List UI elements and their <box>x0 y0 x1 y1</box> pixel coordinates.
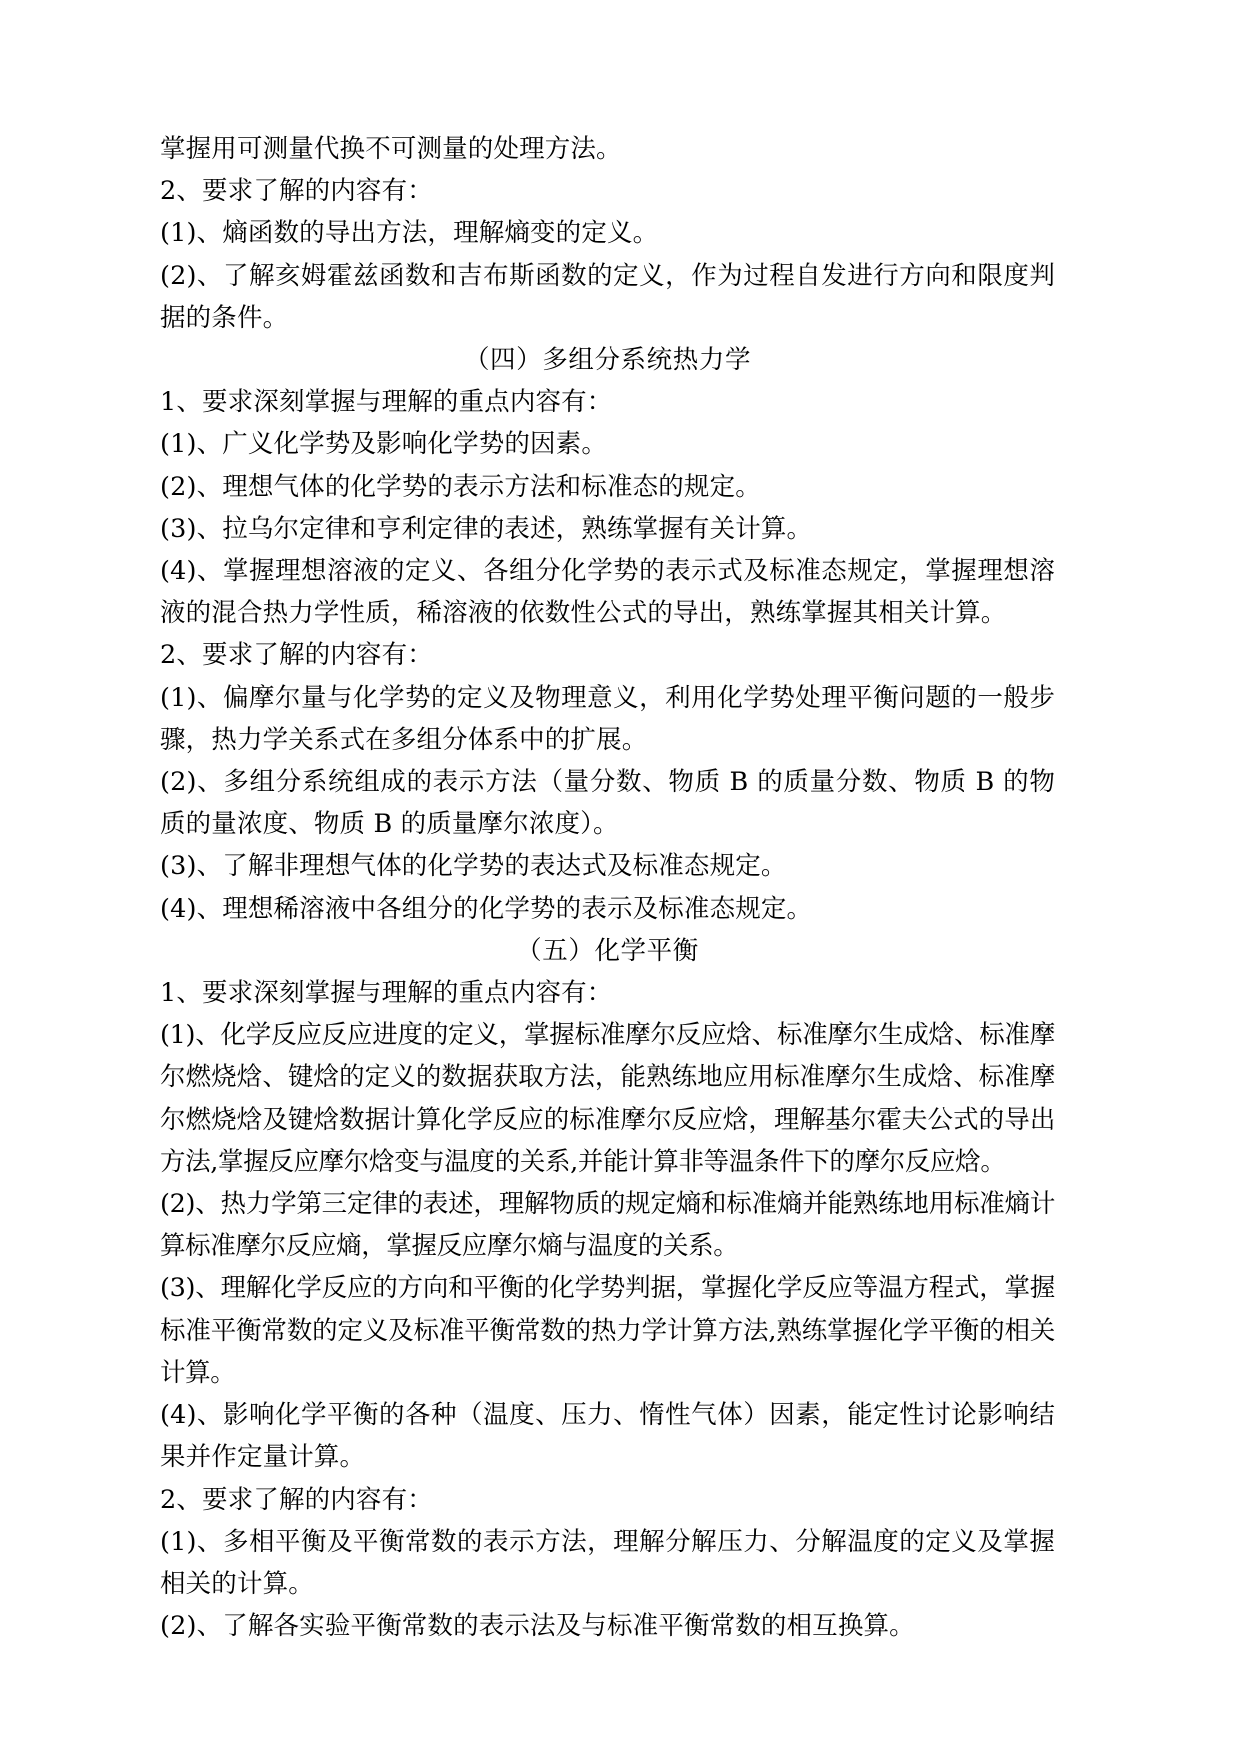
paragraph-line: (1)、化学反应反应进度的定义，掌握标准摩尔反应焓、标准摩尔生成焓、标准摩尔燃烧焓、键焓的定义的数据获取方法，能熟练地应用标准摩尔生成焓、标准摩尔燃烧焓及键焓数据计算化学反应的标准摩尔反应焓，理解基尔霍夫公式的导出方法,掌握反应摩尔焓变与温度的关系,并能计算非等温条件下的摩尔反应焓。 <box>160 1020 1055 1177</box>
paragraph-line: (4)、理想稀溶液中各组分的化学势的表示及标准态规定。 <box>160 893 813 924</box>
paragraph-line: (2)、了解各实验平衡常数的表示法及与标准平衡常数的相互换算。 <box>160 1611 915 1642</box>
paragraph-line: (1)、多相平衡及平衡常数的表示方法，理解分解压力、分解温度的定义及掌握相关的计算。 <box>160 1526 1055 1599</box>
paragraph-line: (1)、偏摩尔量与化学势的定义及物理意义，利用化学势处理平衡问题的一般步骤，热力学关系式在多组分体系中的扩展。 <box>160 682 1055 755</box>
paragraph-line: 掌握用可测量代换不可测量的处理方法。 <box>160 134 622 164</box>
paragraph-line: (2)、了解亥姆霍兹函数和吉布斯函数的定义，作为过程自发进行方向和限度判据的条件。 <box>160 260 1055 333</box>
paragraph-line: 2、要求了解的内容有： <box>160 1484 433 1515</box>
paragraph-line: 2、要求了解的内容有： <box>160 640 433 671</box>
paragraph-line: (1)、熵函数的导出方法，理解熵变的定义。 <box>160 218 659 249</box>
paragraph-line: (3)、理解化学反应的方向和平衡的化学势判据，掌握化学反应等温方程式，掌握标准平衡常数的定义及标准平衡常数的热力学计算方法,熟练掌握化学平衡的相关计算。 <box>160 1273 1055 1388</box>
paragraph-line: (3)、了解非理想气体的化学势的表达式及标准态规定。 <box>160 851 787 882</box>
paragraph-line: (4)、掌握理想溶液的定义、各组分化学势的表示式及标准态规定，掌握理想溶液的混合热力学性质，稀溶液的依数性公式的导出，熟练掌握其相关计算。 <box>160 556 1055 629</box>
paragraph-line: 2、要求了解的内容有： <box>160 176 433 207</box>
paragraph-line: 1、要求深刻掌握与理解的重点内容有： <box>160 387 613 418</box>
paragraph-line: (1)、广义化学势及影响化学势的因素。 <box>160 429 607 460</box>
section-heading: （五）化学平衡 <box>516 935 699 966</box>
paragraph-line: (3)、拉乌尔定律和亨利定律的表述，熟练掌握有关计算。 <box>160 513 813 544</box>
document-body <box>160 128 1055 1647</box>
paragraph-line: (2)、热力学第三定律的表述，理解物质的规定熵和标准熵并能熟练地用标准熵计算标准摩尔反应熵，掌握反应摩尔熵与温度的关系。 <box>160 1189 1055 1262</box>
paragraph-line: (4)、影响化学平衡的各种（温度、压力、惰性气体）因素，能定性讨论影响结果并作定量计算。 <box>160 1400 1055 1473</box>
paragraph-line: 1、要求深刻掌握与理解的重点内容有： <box>160 978 613 1009</box>
paragraph-line: (2)、多组分系统组成的表示方法（量分数、物质 B 的质量分数、物质 B 的物质的量浓度、物质 B 的质量摩尔浓度）。 <box>160 767 1055 840</box>
paragraph-line: (2)、理想气体的化学势的表示方法和标准态的规定。 <box>160 471 761 502</box>
section-heading: （四）多组分系统热力学 <box>463 345 752 376</box>
